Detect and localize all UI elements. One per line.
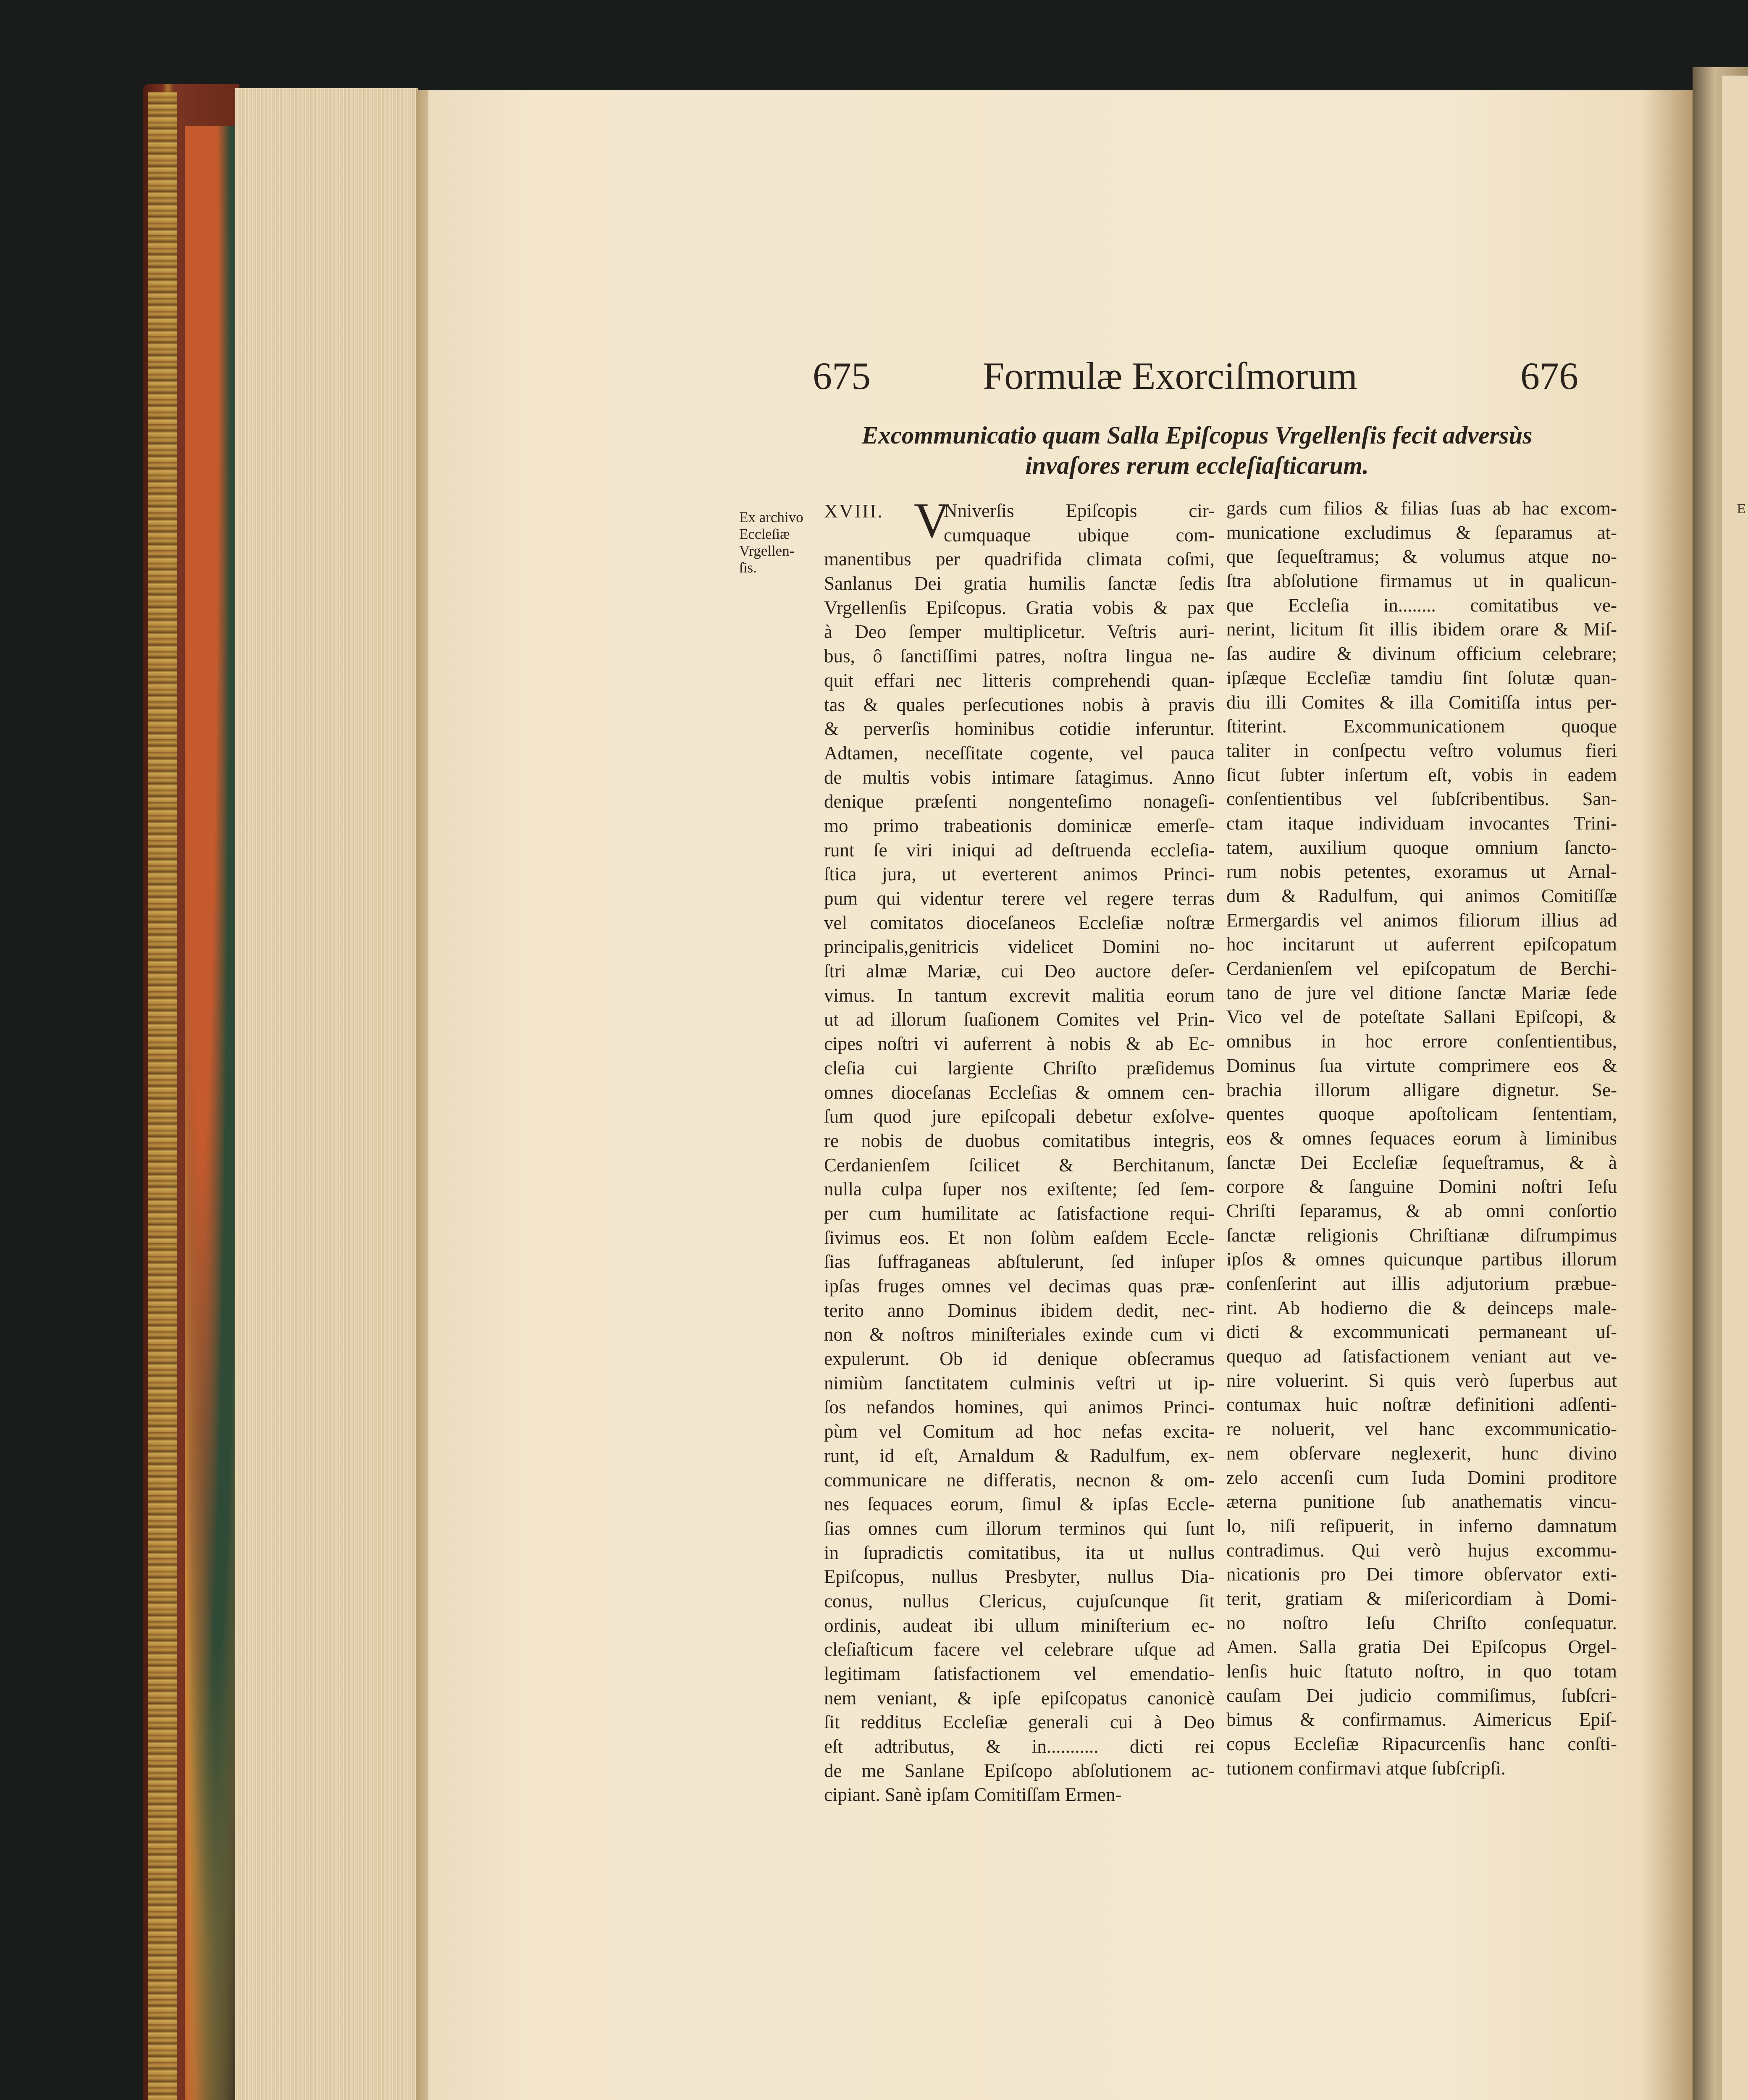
text-line: cipes noſtri vi auferrent à nobis & ab Ec- xyxy=(824,1033,1215,1055)
facing-page-edge xyxy=(1722,76,1748,2100)
title-line: Excommunicatio quam Salla Epiſcopus Vrgellenſis fecit adversùs xyxy=(861,421,1533,449)
text-line: ſias ſuffraganeas abſtulerunt, ſed inſuper xyxy=(824,1251,1215,1273)
text-line: ſit redditus Eccleſiæ generali cui à Deo xyxy=(824,1712,1215,1733)
text-line: cleſia cui largiente Chriſto præſidemus xyxy=(824,1057,1215,1079)
marbled-endpaper xyxy=(185,126,239,2100)
text-line: Vrgellenſis Epiſcopus. Gratia vobis & pax xyxy=(824,597,1215,618)
drop-cap: V xyxy=(914,493,950,548)
text-line: Nniverſis Epiſcopis cir- xyxy=(944,500,1215,521)
text-line: bus, ô ſanctiſſimi patres, noſtra lingua ne- xyxy=(824,646,1215,667)
text-line: vimus. In tantum excrevit malitia eorum xyxy=(824,984,1215,1006)
text-line: ordinis, audeat ibi ullum miniſterium ec- xyxy=(824,1614,1215,1636)
facing-page-letter: E xyxy=(1737,502,1746,517)
text-line: cipiant. Sanè ipſam Comitiſſam Ermen- xyxy=(824,1784,1122,1806)
text-line: Adtamen, neceſſitate cogente, vel pauca xyxy=(824,742,1215,764)
text-line: per cum humilitate ac ſatisfactione requi- xyxy=(824,1202,1215,1224)
text-line: terito anno Dominus ibidem dedit, nec- xyxy=(824,1299,1215,1321)
text-line: tutionem confirmavi atque ſubſcripſi. xyxy=(1226,1757,1506,1779)
text-line: Cerdanienſem vel epiſcopatum de Berchi- xyxy=(1226,958,1617,979)
text-line: conſenſerint aut illis adjutorium præbue- xyxy=(1226,1273,1617,1294)
text-line: de multis vobis intimare ſatagimus. Anno xyxy=(824,766,1215,788)
text-line: Chriſti ſeparamus, & ab omni conſortio xyxy=(1226,1200,1617,1221)
text-line: Cerdanienſem ſcilicet & Berchitanum, xyxy=(824,1154,1215,1176)
text-line: Sanlanus Dei gratia humilis ſanctæ ſedis xyxy=(824,573,1215,594)
text-line: quit effari nec litteris comprehendi quan- xyxy=(824,669,1215,691)
text-line: cauſam Dei judicio commiſimus, ſubſcri- xyxy=(1226,1685,1617,1706)
text-line: tatem, auxilium quoque omnium ſancto- xyxy=(1226,837,1617,858)
marginal-note-line: Ex archivo xyxy=(739,509,803,525)
text-line: Ermergardis vel animos filiorum illius ad xyxy=(1226,909,1617,931)
text-line: ſos nefandos homines, qui animos Princi- xyxy=(824,1396,1215,1418)
text-line: contumax huic noſtræ definitioni adſenti- xyxy=(1226,1394,1617,1415)
text-line: conus, nullus Clericus, cujuſcunque ſit xyxy=(824,1590,1215,1612)
text-line: que Eccleſia in........ comitatibus ve- xyxy=(1226,594,1617,616)
text-line: ſias omnes cum illorum terminos qui ſunt xyxy=(824,1517,1215,1539)
page-number-right: 676 xyxy=(1520,354,1578,397)
text-line: expulerunt. Ob id denique obſecramus xyxy=(824,1348,1215,1370)
text-line: dum & Radulfum, qui animos Comitiſſæ xyxy=(1226,885,1617,906)
text-line: in ſupradictis comitatibus, ita ut nullus xyxy=(824,1542,1215,1563)
text-line: ipſæque Eccleſiæ tamdiu ſint ſolutæ quan- xyxy=(1226,667,1617,688)
text-line: non & noſtros miniſteriales exinde cum vi xyxy=(824,1324,1215,1345)
text-line: nulla culpa ſuper nos exiſtente; ſed ſem- xyxy=(824,1179,1215,1200)
section-number: XVIII. xyxy=(824,500,884,522)
text-line: Epiſcopus, nullus Presbyter, nullus Dia- xyxy=(824,1566,1215,1588)
text-line: rum nobis petentes, exoramus ut Arnal- xyxy=(1226,861,1617,882)
text-line: municatione excludimus & ſeparamus at- xyxy=(1226,522,1617,543)
page-number-left: 675 xyxy=(813,354,871,397)
marginal-note-line: Eccleſiæ xyxy=(739,526,790,542)
text-line: Amen. Salla gratia Dei Epiſcopus Orgel- xyxy=(1226,1636,1617,1658)
text-line: conſentientibus vel ſubſcribentibus. San- xyxy=(1226,788,1617,810)
text-line: lenſis huic ſtatuto noſtro, in quo totam xyxy=(1226,1661,1617,1682)
text-line: runt ſe viri iniqui ad deſtruenda eccleſia- xyxy=(824,839,1215,861)
text-line: ſanctæ Dei Eccleſiæ ſequeſtramus, & à xyxy=(1226,1152,1617,1173)
title-line: invaſores rerum eccleſiaſticarum. xyxy=(1025,452,1369,479)
text-line: Vico vel de poteſtate Sallani Epiſcopi, & xyxy=(1226,1006,1617,1028)
text-line: ſicut ſubter inſertum eſt, vobis in eadem xyxy=(1226,764,1617,785)
text-line: re nobis de duobus comitatibus integris, xyxy=(824,1130,1215,1151)
text-line: Dominus ſua virtute comprimere eos & xyxy=(1226,1055,1617,1076)
text-line: runt, id eſt, Arnaldum & Radulfum, ex- xyxy=(824,1445,1215,1466)
text-line: ctam itaque individuam invocantes Trini- xyxy=(1226,812,1617,834)
column-body xyxy=(824,547,1215,1807)
text-line: contradimus. Qui verò hujus excommu- xyxy=(1226,1539,1617,1561)
text-line: omnes dioceſanas Eccleſias & omnem cen- xyxy=(824,1082,1215,1103)
text-line: nire voluerint. Si quis verò ſuperbus aut xyxy=(1226,1370,1617,1391)
text-line: vel comitatos dioceſaneos Eccleſiæ noſtræ xyxy=(824,912,1215,933)
marginal-note xyxy=(739,509,817,576)
opening-lines xyxy=(944,499,1215,547)
text-line: nerint, licitum ſit illis ibidem orare & Miſ- xyxy=(1226,619,1617,640)
text-line: ſtra abſolutione firmamus ut in qualicun- xyxy=(1226,570,1617,592)
text-line: pum qui videntur terere vel regere terras xyxy=(824,888,1215,909)
text-line: bimus & confirmamus. Aimericus Epiſ- xyxy=(1226,1709,1617,1730)
text-line: quequo ad ſatisfactionem veniant aut ve- xyxy=(1226,1346,1617,1367)
text-line: eos & omnes ſequaces eorum à liminibus xyxy=(1226,1127,1617,1149)
text-line: pùm vel Comitum ad hoc nefas excita- xyxy=(824,1421,1215,1442)
text-line: ipſas fruges omnes vel decimas quas præ- xyxy=(824,1276,1215,1297)
text-line: cleſiaſticum facere vel celebrare uſque ad xyxy=(824,1639,1215,1660)
page-edges-stack xyxy=(235,88,418,2100)
text-line: zelo accenſi cum Iuda Domini proditore xyxy=(1226,1467,1617,1488)
text-line: terit, gratiam & miſericordiam à Domi- xyxy=(1226,1588,1617,1609)
text-line: quentes quoque apoſtolicam ſententiam, xyxy=(1226,1103,1617,1125)
text-line: ſas audire & divinum officium celebrare; xyxy=(1226,643,1617,664)
section-title xyxy=(798,420,1596,480)
text-column-left xyxy=(824,493,1215,1807)
text-line: brachia illorum alligare dignetur. Se- xyxy=(1226,1079,1617,1100)
text-line: legitimam ſatisfactionem vel emendatio- xyxy=(824,1663,1215,1684)
text-line: principalis,genitricis videlicet Domini no- xyxy=(824,936,1215,958)
text-line: & perverſis hominibus cotidie inferuntur. xyxy=(824,718,1215,740)
text-line: ſivimus eos. Et non ſolùm eaſdem Eccle- xyxy=(824,1227,1215,1248)
text-line: tano de jure vel ditione ſanctæ Mariæ ſede xyxy=(1226,982,1617,1003)
text-line: nem veniant, & ipſe epiſcopatus canonicè xyxy=(824,1687,1215,1709)
text-line: à Deo ſemper multiplicetur. Veſtris auri- xyxy=(824,621,1215,643)
text-line: nem obſervare neglexerit, hunc divino xyxy=(1226,1442,1617,1464)
gilt-tooled-border xyxy=(148,92,177,2100)
text-line: æterna punitione ſub anathematis vincu- xyxy=(1226,1491,1617,1512)
text-line: re noluerit, vel hanc excommunicatio- xyxy=(1226,1418,1617,1440)
text-line: de me Sanlane Epiſcopo abſolutionem ac- xyxy=(824,1760,1215,1781)
marginal-note-line: ſis. xyxy=(739,559,757,576)
text-line: rint. Ab hodierno die & deinceps male- xyxy=(1226,1297,1617,1318)
text-line: communicare ne differatis, necnon & om- xyxy=(824,1469,1215,1491)
text-line: que ſequeſtramus; & volumus atque no- xyxy=(1226,546,1617,567)
text-line: taliter in conſpectu veſtro volumus fieri xyxy=(1226,740,1617,761)
text-line: denique præſenti nongenteſimo nonageſi- xyxy=(824,791,1215,812)
text-line: tas & quales perſecutiones nobis à pravis xyxy=(824,694,1215,715)
text-column-right xyxy=(1226,496,1617,1780)
text-line: corpore & ſanguine Domini noſtri Ieſu xyxy=(1226,1176,1617,1197)
text-line: nicationis pro Dei timore obſervator exti- xyxy=(1226,1564,1617,1585)
marginal-note-line: Vrgellen- xyxy=(739,543,795,559)
text-line: no noſtro Ieſu Chriſto conſequatur. xyxy=(1226,1612,1617,1633)
text-line: diu illi Comites & illa Comitiſſa intus per- xyxy=(1226,691,1617,713)
text-line: lo, niſi reſipuerit, in inferno damnatum xyxy=(1226,1515,1617,1536)
text-line: hoc incitarunt ut auferrent epiſcopatum xyxy=(1226,934,1617,955)
text-line: ſtri almæ Mariæ, cui Deo auctore deſer- xyxy=(824,961,1215,982)
text-line: eſt adtributus, & in........... dicti rei xyxy=(824,1736,1215,1757)
text-line: gards cum filios & filias ſuas ab hac excom- xyxy=(1226,498,1617,519)
text-line: copus Eccleſiæ Ripacurcenſis hanc conſti- xyxy=(1226,1733,1617,1755)
text-line: nimiùm ſanctitatem culminis veſtri ut ip- xyxy=(824,1372,1215,1394)
text-line: ſtica jura, ut everterent animos Princi- xyxy=(824,864,1215,885)
text-line: omnibus in hoc errore conſentientibus, xyxy=(1226,1031,1617,1052)
text-line: ut ad illorum ſuaſionem Comites vel Prin- xyxy=(824,1009,1215,1030)
text-line: nes ſequaces eorum, ſimul & ipſas Eccle- xyxy=(824,1494,1215,1515)
text-line: ſanctæ religionis Chriſtianæ diſrumpimus xyxy=(1226,1224,1617,1246)
text-line: manentibus per quadrifida climata coſmi, xyxy=(824,549,1215,570)
running-head: Formulæ Exorciſmorum xyxy=(983,354,1357,397)
text-line: mo primo trabeationis dominicæ emerſe- xyxy=(824,815,1215,836)
text-line: ſum quod jure epiſcopali debetur exſolve- xyxy=(824,1106,1215,1127)
text-line: cumquaque ubique com- xyxy=(944,524,1215,546)
column-body xyxy=(1226,496,1617,1780)
text-line: dicti & excommunicati permaneant uſ- xyxy=(1226,1321,1617,1343)
opening-block xyxy=(824,493,1215,548)
text-line: ipſos & omnes quicunque partibus illorum xyxy=(1226,1249,1617,1270)
text-line: ſtiterint. Excommunicationem quoque xyxy=(1226,716,1617,737)
